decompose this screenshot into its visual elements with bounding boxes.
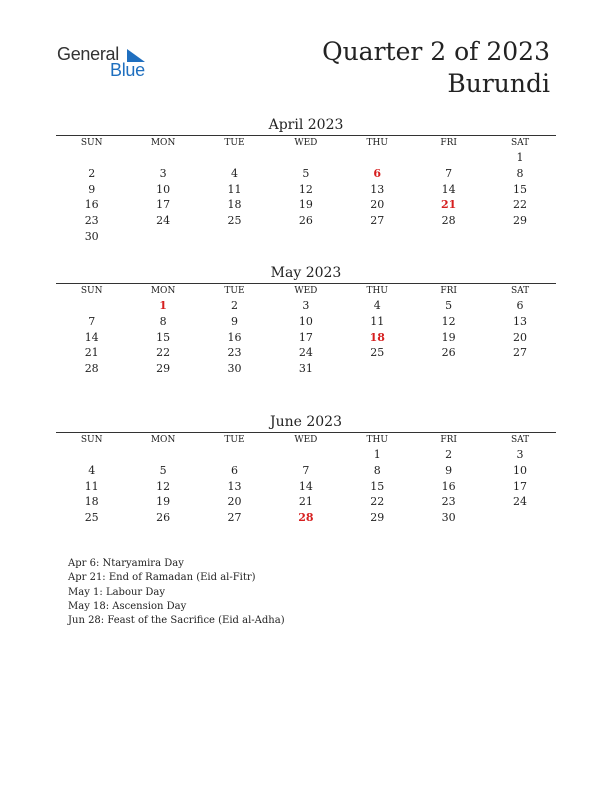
weekday-header: THU bbox=[366, 435, 388, 445]
calendar-day: 30 bbox=[227, 362, 242, 376]
calendar-day: 10 bbox=[156, 182, 171, 196]
calendar-day: 23 bbox=[84, 214, 99, 228]
calendar-day bbox=[484, 361, 555, 377]
calendar-day: 20 bbox=[370, 198, 385, 212]
calendar-day-holiday: 21 bbox=[440, 198, 457, 212]
calendar-day: 3 bbox=[302, 299, 310, 312]
calendar-day bbox=[56, 298, 127, 314]
weekday-header: WED bbox=[294, 286, 318, 296]
weekday-header: WED bbox=[294, 138, 318, 148]
weekday-header: SUN bbox=[80, 286, 103, 296]
calendar-day: 21 bbox=[298, 495, 313, 509]
calendar-day bbox=[127, 229, 198, 245]
calendar-day: 29 bbox=[513, 214, 528, 228]
quarter-title: Quarter 2 of 2023 bbox=[322, 37, 550, 66]
calendar-day bbox=[127, 150, 198, 166]
calendar-day bbox=[199, 150, 270, 166]
calendar-day: 30 bbox=[441, 511, 456, 525]
calendar-day: 26 bbox=[441, 346, 456, 360]
calendar-day: 27 bbox=[227, 511, 242, 525]
calendar-day: 2 bbox=[230, 299, 238, 312]
calendar-day: 16 bbox=[227, 330, 242, 344]
calendar-day: 20 bbox=[227, 495, 242, 509]
calendar-day bbox=[270, 229, 341, 245]
weekday-header: SAT bbox=[510, 286, 530, 296]
calendar-day: 15 bbox=[513, 182, 528, 196]
calendar-day: 23 bbox=[227, 346, 242, 360]
calendar-day: 4 bbox=[88, 463, 96, 477]
calendar-day: 2 bbox=[445, 448, 453, 461]
weekday-header: MON bbox=[150, 435, 176, 445]
calendar-day: 14 bbox=[441, 182, 456, 196]
calendar-day: 18 bbox=[84, 495, 99, 509]
calendar-day: 26 bbox=[156, 511, 171, 525]
calendar-day: 8 bbox=[159, 314, 167, 328]
calendar-day: 17 bbox=[298, 330, 313, 344]
calendar-day: 4 bbox=[230, 166, 238, 180]
calendar-day: 7 bbox=[445, 166, 453, 180]
calendar-day: 23 bbox=[441, 495, 456, 509]
calendar-day bbox=[342, 361, 413, 377]
calendar-day: 5 bbox=[159, 463, 167, 477]
calendar-day: 5 bbox=[445, 299, 453, 312]
month-calendar-april bbox=[56, 115, 556, 245]
month-title: April 2023 bbox=[268, 117, 344, 133]
calendar-day: 21 bbox=[84, 346, 99, 360]
calendar-day: 24 bbox=[156, 214, 171, 228]
calendar-day bbox=[413, 361, 484, 377]
weekday-header: MON bbox=[150, 138, 176, 148]
calendar-day-holiday: 1 bbox=[159, 299, 167, 312]
calendar-day: 29 bbox=[156, 362, 171, 376]
holiday-note: Apr 21: End of Ramadan (Eid al-Fitr) bbox=[68, 572, 256, 584]
calendar-day: 5 bbox=[302, 166, 310, 180]
weekday-header: TUE bbox=[224, 286, 245, 296]
calendar-day: 3 bbox=[516, 448, 524, 461]
country-title: Burundi bbox=[447, 69, 550, 98]
calendar-day: 11 bbox=[227, 182, 242, 196]
calendar-day bbox=[413, 150, 484, 166]
calendar-day: 17 bbox=[156, 198, 171, 212]
calendar-day: 15 bbox=[370, 479, 385, 493]
calendar-day: 26 bbox=[298, 214, 313, 228]
page-header bbox=[322, 36, 550, 100]
calendar-day: 12 bbox=[441, 314, 456, 328]
holiday-note: Apr 6: Ntaryamira Day bbox=[68, 558, 184, 569]
holiday-note: Jun 28: Feast of the Sacrifice (Eid al-Adha) bbox=[68, 615, 285, 627]
logo-word-blue: Blue bbox=[110, 60, 145, 80]
calendar-day: 1 bbox=[516, 151, 524, 164]
calendar-day: 13 bbox=[370, 182, 385, 196]
weekday-header: TUE bbox=[224, 435, 245, 445]
calendar-day: 31 bbox=[298, 362, 313, 376]
weekday-header: THU bbox=[366, 138, 388, 148]
calendar-day: 10 bbox=[298, 314, 313, 328]
calendar-day: 16 bbox=[441, 479, 456, 493]
holiday-note: May 1: Labour Day bbox=[68, 586, 165, 598]
calendar-day bbox=[270, 150, 341, 166]
calendar-day: 24 bbox=[298, 346, 313, 360]
month-grid bbox=[56, 136, 556, 245]
month-grid bbox=[56, 433, 556, 526]
calendar-day: 10 bbox=[513, 463, 528, 477]
logo-word-general: General bbox=[57, 44, 119, 64]
weekday-header: WED bbox=[294, 435, 318, 445]
calendar-day: 12 bbox=[298, 182, 313, 196]
calendar-day: 16 bbox=[84, 198, 99, 212]
calendar-day: 12 bbox=[156, 479, 171, 493]
calendar-day: 25 bbox=[227, 214, 242, 228]
calendar-day bbox=[127, 447, 198, 463]
calendar-day bbox=[342, 150, 413, 166]
calendar-day: 25 bbox=[370, 346, 385, 360]
calendar-day: 13 bbox=[513, 314, 528, 328]
weekday-header: SAT bbox=[510, 138, 530, 148]
calendar-day bbox=[413, 229, 484, 245]
calendar-day: 17 bbox=[513, 479, 528, 493]
calendar-day-holiday: 6 bbox=[373, 166, 382, 180]
calendar-day: 24 bbox=[513, 495, 528, 509]
calendar-day: 4 bbox=[373, 299, 381, 312]
weekday-header: SAT bbox=[510, 435, 530, 445]
weekday-header: FRI bbox=[440, 435, 457, 445]
calendar-day bbox=[484, 510, 555, 526]
calendar-day: 20 bbox=[513, 330, 528, 344]
weekday-header: MON bbox=[150, 286, 176, 296]
calendar-day: 7 bbox=[88, 314, 96, 328]
calendar-day: 13 bbox=[227, 479, 242, 493]
calendar-day bbox=[484, 229, 555, 245]
calendar-day: 7 bbox=[302, 463, 310, 477]
weekday-header: SUN bbox=[80, 138, 103, 148]
month-title: June 2023 bbox=[269, 414, 342, 430]
month-grid bbox=[56, 284, 556, 377]
calendar-day: 27 bbox=[513, 346, 528, 360]
weekday-header: FRI bbox=[440, 286, 457, 296]
calendar-day bbox=[199, 229, 270, 245]
calendar-day: 11 bbox=[84, 479, 99, 493]
calendar-day: 8 bbox=[373, 463, 381, 477]
month-title: May 2023 bbox=[270, 265, 342, 281]
calendar-day: 18 bbox=[227, 198, 242, 212]
calendar-day: 6 bbox=[516, 299, 524, 312]
calendar-day: 22 bbox=[513, 198, 528, 212]
calendar-day: 28 bbox=[441, 214, 456, 228]
calendar-day: 6 bbox=[230, 463, 238, 477]
calendar-day: 29 bbox=[370, 511, 385, 525]
calendar-day-holiday: 28 bbox=[298, 511, 314, 525]
calendar-day: 19 bbox=[441, 330, 456, 344]
holiday-list bbox=[68, 557, 285, 628]
calendar-day: 9 bbox=[230, 314, 238, 328]
calendar-day: 22 bbox=[370, 495, 385, 509]
calendar-day: 1 bbox=[373, 448, 381, 461]
calendar-day: 30 bbox=[84, 229, 99, 243]
calendar-day: 22 bbox=[156, 346, 171, 360]
calendar-day: 9 bbox=[445, 463, 453, 477]
calendar-day bbox=[270, 447, 341, 463]
calendar-day: 11 bbox=[370, 314, 385, 328]
holiday-note: May 18: Ascension Day bbox=[68, 600, 187, 612]
calendar-day: 19 bbox=[156, 495, 171, 509]
calendar-day bbox=[56, 447, 127, 463]
calendar-day: 14 bbox=[298, 479, 313, 493]
calendar-day: 9 bbox=[88, 182, 96, 196]
calendar-day: 3 bbox=[159, 166, 167, 180]
calendar-day: 28 bbox=[84, 362, 99, 376]
month-calendar-june bbox=[56, 412, 556, 526]
calendar-day bbox=[56, 150, 127, 166]
weekday-header: FRI bbox=[440, 138, 457, 148]
calendar-day: 27 bbox=[370, 214, 385, 228]
generalblue-logo bbox=[57, 44, 157, 84]
month-calendar-may bbox=[56, 263, 556, 377]
calendar-day: 14 bbox=[84, 330, 99, 344]
calendar-day: 25 bbox=[84, 511, 99, 525]
weekday-header: THU bbox=[366, 286, 388, 296]
calendar-day-holiday: 18 bbox=[369, 330, 385, 344]
weekday-header: SUN bbox=[80, 435, 103, 445]
calendar-day: 15 bbox=[156, 330, 171, 344]
calendar-day: 19 bbox=[298, 198, 313, 212]
calendar-day: 8 bbox=[516, 166, 524, 180]
calendar-day bbox=[199, 447, 270, 463]
weekday-header: TUE bbox=[224, 138, 245, 148]
calendar-day bbox=[342, 229, 413, 245]
calendar-day: 2 bbox=[88, 166, 96, 180]
